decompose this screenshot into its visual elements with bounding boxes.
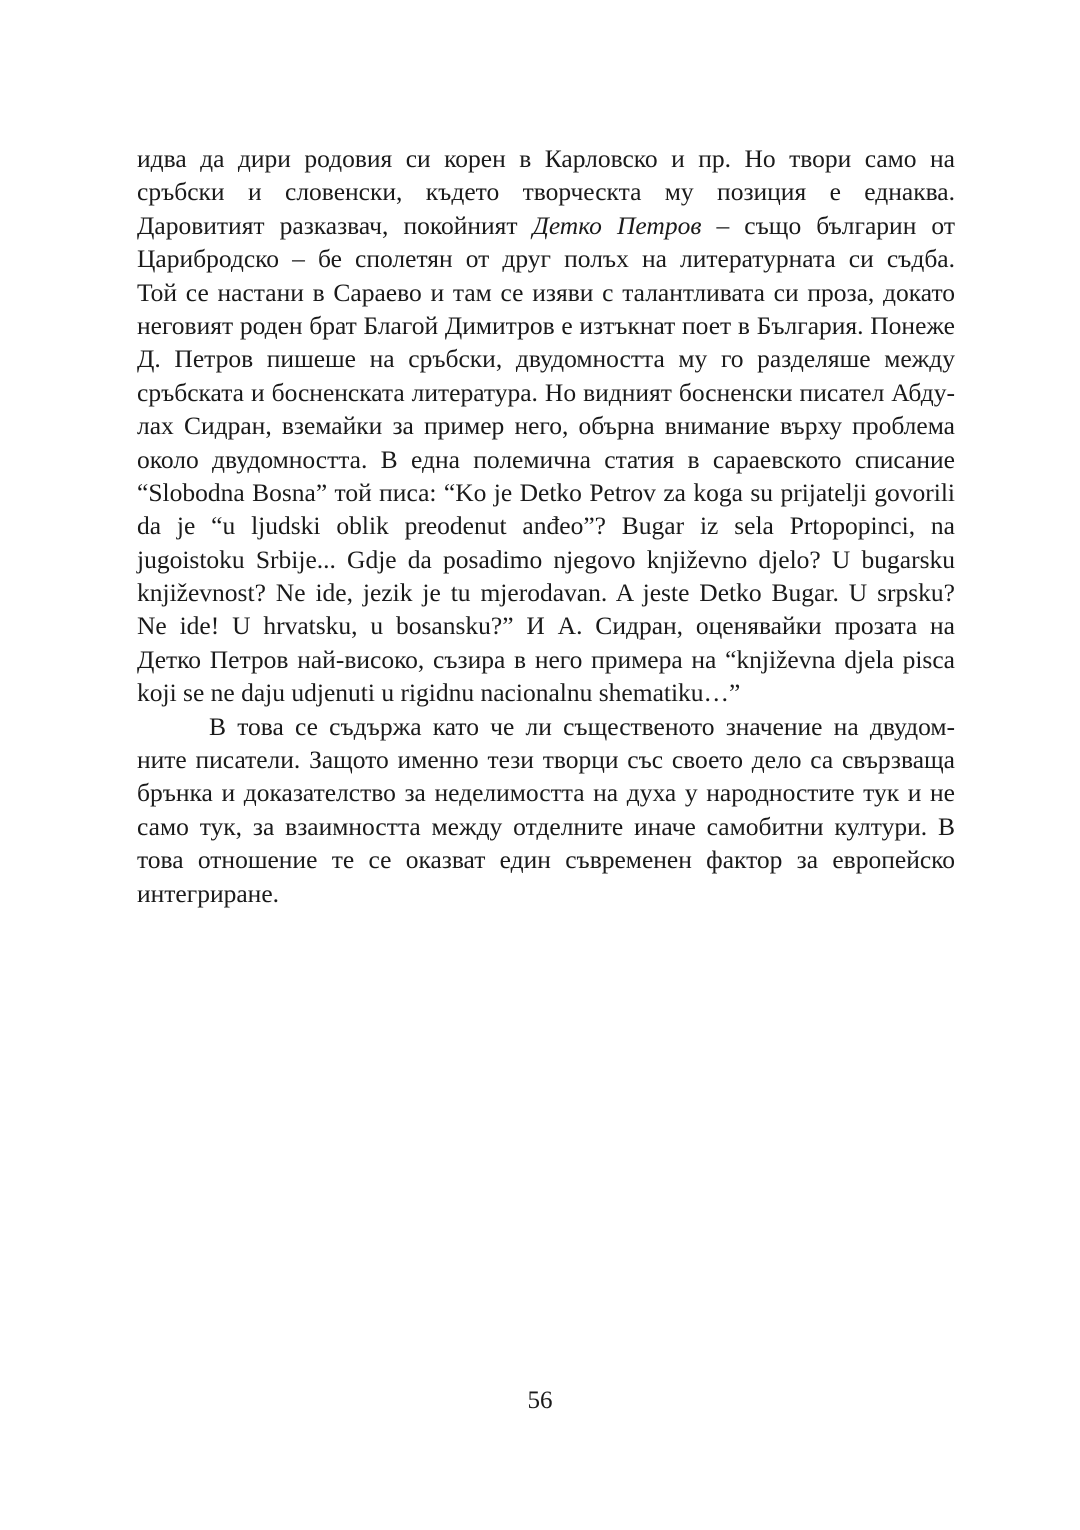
text-line: брънка и доказателство за неделимостта на духа у народностите тук и не	[137, 778, 955, 808]
text-line: jugoistoku Srbije... Gdje da posadimo njegovo književno djelo? U bugarsku	[137, 544, 955, 574]
text-line: Той се настани в Сараево и там се изяви с талантливата си проза, докато	[137, 277, 955, 307]
text-line: В това се съдържа като че ли същественото значение на двудом-	[209, 711, 955, 741]
text-line: сръбската и босненската литература. Но видният босненски писател Абду-	[137, 377, 955, 407]
paragraph-1	[137, 142, 955, 710]
text-segment: Даровитият разказвач, покойният	[137, 210, 533, 240]
text-line: сръбски и словенски, където творческта му позиция е еднаква.	[137, 177, 955, 207]
text-line: da je “u ljudski oblik preodenut anđeo”? Bugar iz sela Prtopopinci, na	[137, 511, 955, 541]
text-line: Детко Петров най-високо, съзира в него примера на “književna djela pisca	[137, 644, 955, 674]
text-line: Ne ide! U hrvatsku, u bosansku?” И А. Сидран, оценявайки прозата на	[137, 611, 955, 641]
text-line: ните писатели. Защото именно тези творци със своето дело са свързваща	[137, 745, 955, 775]
text-line: koji se ne daju udjenuti u rigidnu nacionalnu shematiku…”	[137, 678, 741, 708]
text-line: književnost? Ne ide, jezik je tu mjerodavan. A jeste Detko Bugar. U srpsku?	[137, 578, 955, 608]
text-line: лах Сидран, вземайки за пример него, обърна внимание върху проблема	[137, 411, 955, 441]
text-line: идва да дири родовия си корен в Карловско и пр. Но твори само на	[137, 144, 955, 173]
text-line: Царибродско – бе сполетян от друг полъх на литературната си съдба.	[137, 244, 955, 274]
text-line: около двудомността. В една полемична статия в сараевското списание	[137, 444, 955, 474]
text-line: неговият роден брат Благой Димитров е изтъкнат поет в България. Понеже	[137, 310, 955, 340]
author-name-italic: Детко Петров	[532, 210, 702, 240]
text-line: това отношение те се оказват един съвременен фактор за европейско	[137, 845, 955, 875]
paragraph-2	[137, 710, 955, 910]
body-text	[137, 142, 955, 910]
text-line: Д. Петров пишеше на сръбски, двудомността му го разделяше между	[137, 344, 955, 374]
page-number: 56	[527, 1387, 553, 1414]
text-line: “Slobodna Bosna” той писа: “Ko je Detko Petrov za koga su prijatelji govorili	[137, 477, 955, 507]
text-segment: – също българин от	[701, 210, 955, 240]
text-line: интегриране.	[137, 878, 280, 908]
text-line	[137, 209, 955, 242]
text-line: само тук, за взаимността между отделните иначе самобитни култури. В	[137, 811, 955, 841]
